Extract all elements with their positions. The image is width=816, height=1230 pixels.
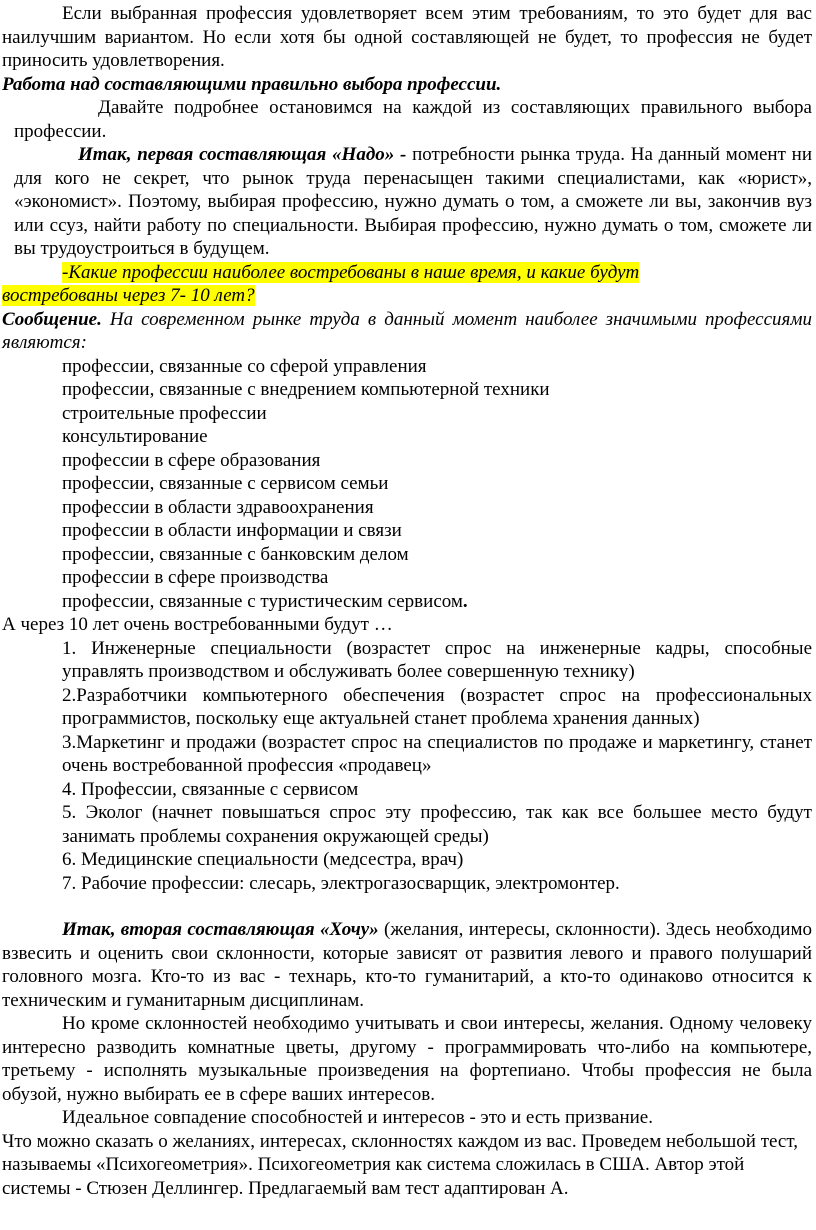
future-intro: А через 10 лет очень востребованными будут …	[2, 614, 393, 635]
list-item: профессии в сфере производства	[62, 567, 329, 588]
list-item-last: профессии, связанные с туристическим сервисом.	[62, 590, 468, 612]
question-line-1: -Какие профессии наиболее востребованы в наше время, и какие будут	[62, 261, 640, 283]
section-heading: Работа над составляющими правильно выбора профессии.	[2, 73, 502, 95]
nado-text: потребности рынка труда. На данный момент ни для кого не секрет, что рынок труда перенасыщен такими специалистами, как «юрист», «экономист». Поэтому, выбирая профессию, нужно думать о том, а сможете ли вы, закончив вуз или ссуз, найти работу по специальности. Выбирая профессию, нужно думать о том, сможете ли вы трудоустроиться в будущем.	[14, 144, 812, 259]
list-item: 1. Инженерные специальности (возрастет спрос на инженерные кадры, способные управлять производством и обслуживать более совершенную технику)	[62, 637, 812, 682]
list-item: 5. Эколог (начнет повышаться спрос эту профессию, так как все большее место будут занимать проблемы сохранения окружающей среды)	[62, 802, 812, 847]
list-item: профессии в области информации и связи	[62, 520, 402, 541]
paragraph-calling: Идеальное совпадение способностей и интересов - это и есть призвание.	[62, 1107, 653, 1128]
paragraph-intro	[2, 96, 812, 143]
list-item: 7. Рабочие профессии: слесарь, электрогазосварщик, электромонтер.	[62, 872, 620, 894]
list-item: профессии, связанные с сервисом семьи	[62, 473, 389, 494]
paragraph-interests: Но кроме склонностей необходимо учитывать и свои интересы, желания. Одному человеку интересно разводить комнатные цветы, другому - программировать что-либо на компьютере, третьему - исполнять музыкальные произведения на фортепиано. Чтобы профессия не была обузой, нужно выбирать ее в сфере ваших интересов.	[2, 1013, 812, 1105]
list-item: профессии, связанные с банковским делом	[62, 543, 409, 565]
professions-list	[2, 355, 812, 614]
message-paragraph	[2, 308, 812, 355]
list-item: консультирование	[62, 426, 208, 447]
khochu-text: (желания, интересы, склонности). Здесь необходимо взвесить и оценить свои склонности, которые зависят от развития левого и правого полушарий головного мозга. Кто-то из вас - технарь, кто-то гуманитарий, а кто-то одинаково относится к техническим и гуманитарным дисциплинам.	[2, 919, 812, 1011]
list-item: профессии, связанные со сферой управления	[62, 355, 427, 377]
list-item: профессии в области здравоохранения	[62, 496, 374, 518]
paragraph-khochu	[2, 918, 812, 1012]
paragraph-nado	[2, 143, 812, 261]
paragraph-requirements: Если выбранная профессия удовлетворяет всем этим требованиям, то это будет для вас наилучшим вариантом. Но если хотя бы одной составляющей не будет, то профессия не будет приносить удовлетворения.	[2, 3, 812, 71]
list-item: профессии в сфере образования	[62, 449, 321, 471]
list-item: 3.Маркетинг и продажи (возрастет спрос на специалистов по продаже и маркетингу, станет очень востребованной профессия «продавец»	[62, 731, 812, 776]
list-item: 4. Профессии, связанные с сервисом	[62, 778, 359, 800]
list-item: 6. Медицинские специальности (медсестра, врач)	[62, 849, 464, 870]
future-professions-list	[2, 637, 812, 896]
paragraph-test: Что можно сказать о желаниях, интересах, склонностях каждом из вас. Проведем небольшой тест, называемы «Психогеометрия». Психогеометрия как система сложилась в США. Автор этой системы - Стюзен Деллингер. Предлагаемый вам тест адаптирован А.	[2, 1130, 798, 1199]
list-item: строительные профессии	[62, 402, 267, 424]
khochu-heading: Итак, вторая составляющая «Хочу»	[62, 919, 379, 940]
paragraph-intro-text: Давайте подробнее остановимся на каждой из составляющих правильного выбора профессии.	[14, 97, 812, 142]
spacer	[2, 895, 812, 918]
list-item: 2.Разработчики компьютерного обеспечения (возрастет спрос на профессиональных программистов, поскольку еще актуальней станет проблема хранения данных)	[62, 684, 812, 729]
message-text: На современном рынке труда в данный момент наиболее значимыми профессиями являются:	[2, 308, 812, 353]
nado-heading: Итак, первая составляющая «Надо» -	[78, 144, 407, 165]
message-label: Сообщение.	[2, 308, 102, 330]
list-item: профессии, связанные с внедрением компьютерной техники	[62, 379, 550, 400]
question-line-2: востребованы через 7- 10 лет?	[2, 285, 255, 306]
